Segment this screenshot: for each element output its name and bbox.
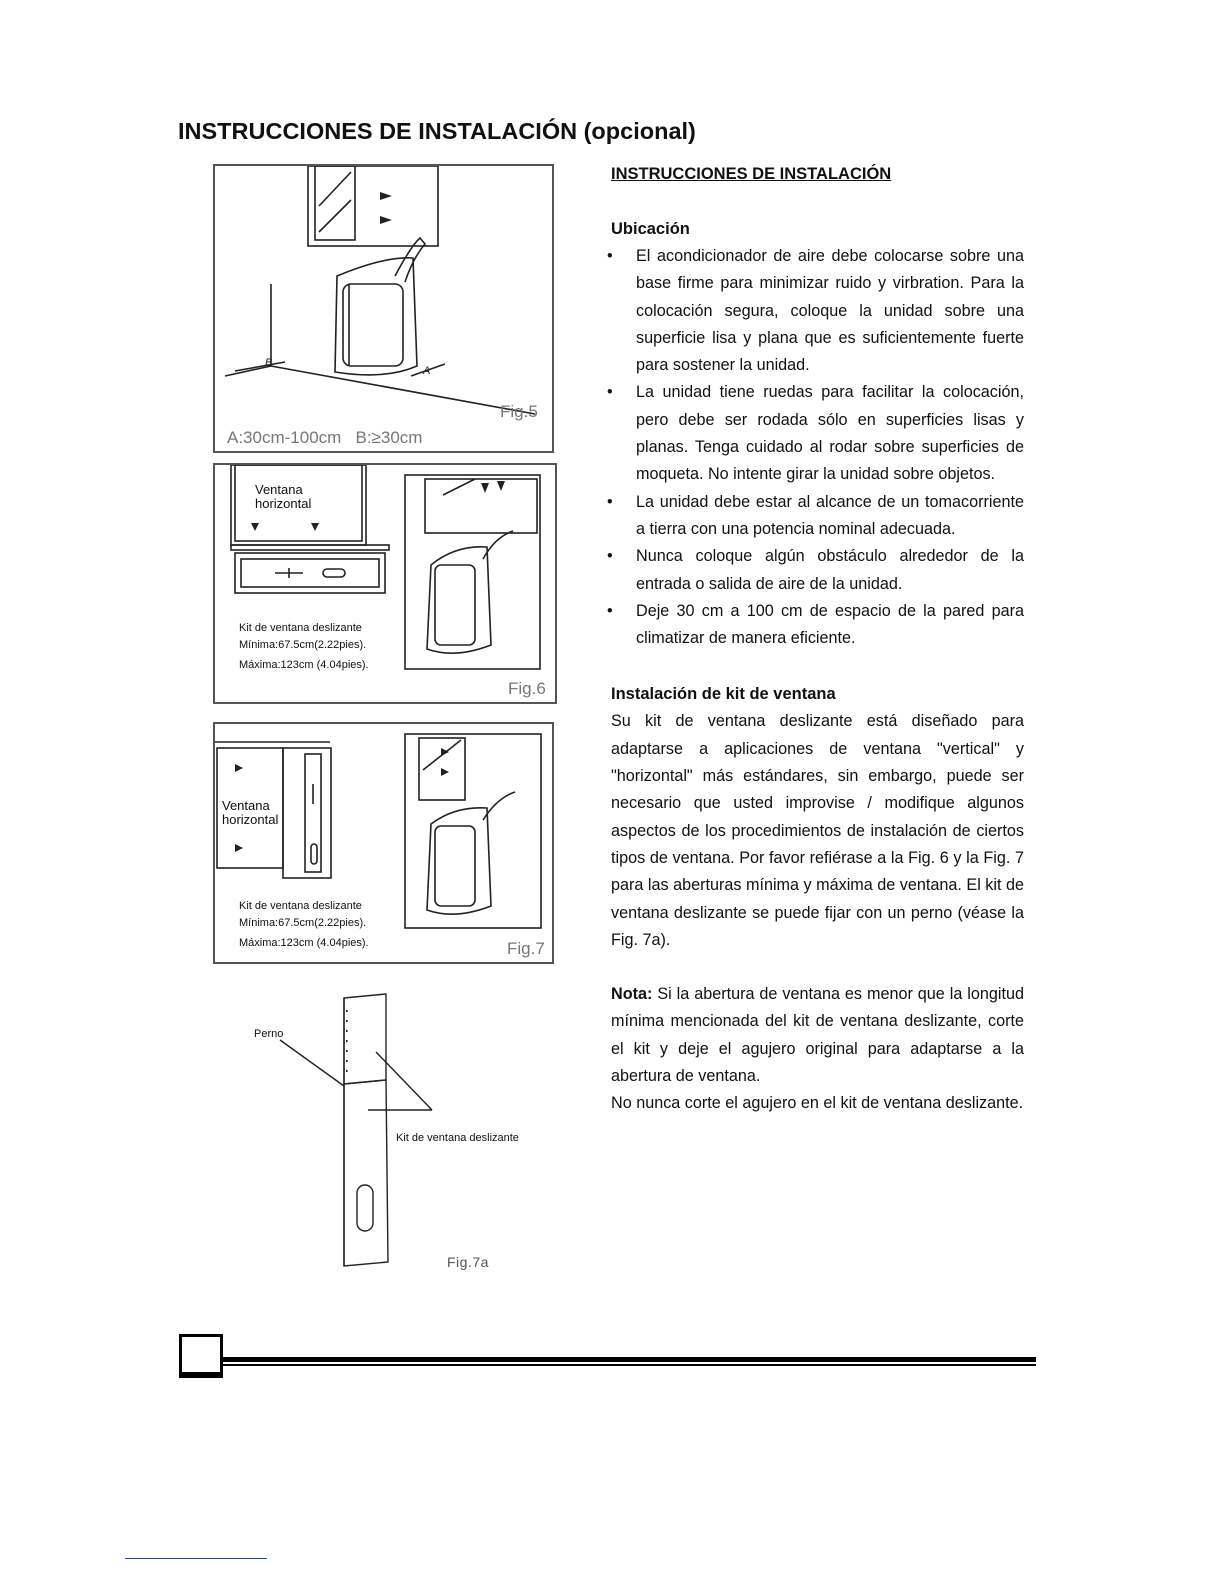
fig7-min: Mínima:67.5cm(2.22pies). — [239, 917, 367, 929]
figure-5 — [213, 164, 554, 453]
fig6-window-label-line1: Ventana — [255, 482, 303, 497]
fig5-dimensions: A:30cm-100cm B:≥30cm — [227, 428, 423, 447]
final-warning: No nunca corte el agujero en el kit de ventana deslizante. — [611, 1094, 1024, 1113]
list-item: • El acondicionador de aire debe colocarse sobre una base firme para minimizar ruido y virbration. Para la colocación segura, coloque la unidad sobre una superficie lisa y plana que es suficientemente fuerte para sostener la unidad. — [611, 243, 1024, 379]
fig6-min: Mínima:67.5cm(2.22pies). — [239, 639, 367, 651]
figure-7a — [240, 990, 560, 1280]
dimension-a-marker: A — [423, 365, 431, 377]
figure-7 — [213, 722, 554, 964]
dimension-b-marker: B — [265, 357, 273, 369]
fig6-max: Máxima:123cm (4.04pies). — [239, 659, 369, 671]
list-item: • Nunca coloque algún obstáculo alrededor de la entrada o salida de aire de la unidad. — [611, 543, 1024, 598]
bottom-link-underline — [125, 1558, 267, 1559]
fig7-window-label-line1: Ventana — [222, 798, 270, 813]
fig6-kit-label: Kit de ventana deslizante — [239, 622, 362, 634]
note-paragraph — [611, 981, 1024, 1090]
fig6-window-label-line2: horizontal — [255, 496, 312, 511]
instructions-column — [611, 163, 1024, 1118]
fig7-max: Máxima:123cm (4.04pies). — [239, 937, 369, 949]
window-kit-paragraph: Su kit de ventana deslizante está diseñado para adaptarse a aplicaciones de ventana "vertical" y "horizontal" más estándares, sin embargo, puede ser necesario que usted improvise / modifique algunos aspectos de los procedimientos de instalación de ciertos tipos de ventana. Por favor refiérase a la Fig. 6 y la Fig. 7 para las aberturas mínima y máxima de ventana. El kit de ventana deslizante se puede fijar con un perno (véase la Fig. 7a). — [611, 712, 1024, 949]
window-kit-title: Instalación de kit de ventana — [611, 685, 836, 704]
location-bullet-list — [611, 243, 1024, 652]
page-number-box — [179, 1334, 223, 1378]
fig7a-bolt-label: Perno — [254, 1028, 284, 1040]
fig5-caption: Fig.5 — [500, 402, 538, 421]
page-title: INSTRUCCIONES DE INSTALACIÓN (opcional) — [178, 118, 696, 144]
location-title: Ubicación — [611, 220, 690, 238]
fig7-window-label-line2: horizontal — [222, 812, 279, 827]
fig7-caption: Fig.7 — [507, 939, 545, 958]
note-label: Nota: — [611, 985, 653, 1004]
list-item: • La unidad tiene ruedas para facilitar la colocación, pero debe ser rodada sólo en superficies lisas y planas. Tenga cuidado al rodar sobre superficies de moqueta. No intente girar la unidad sobre objetos. — [611, 379, 1024, 488]
figure-6 — [213, 463, 557, 704]
footer-rule-thin — [223, 1364, 1036, 1366]
installation-heading: INSTRUCCIONES DE INSTALACIÓN — [611, 165, 892, 183]
list-item: • Deje 30 cm a 100 cm de espacio de la pared para climatizar de manera eficiente. — [611, 598, 1024, 653]
fig6-caption: Fig.6 — [508, 679, 546, 698]
fig7a-caption: Fig.7a — [447, 1254, 489, 1270]
note-text: Si la abertura de ventana es menor que la longitud mínima mencionada del kit de ventana deslizante, corte el kit y deje el agujero original para adaptarse a la abertura de ventana. — [611, 985, 1024, 1086]
footer-rule — [223, 1357, 1036, 1362]
list-item: • La unidad debe estar al alcance de un tomacorriente a tierra con una potencia nominal adecuada. — [611, 489, 1024, 544]
fig7a-kit-label: Kit de ventana deslizante — [396, 1132, 519, 1144]
fig7-kit-label: Kit de ventana deslizante — [239, 900, 362, 912]
